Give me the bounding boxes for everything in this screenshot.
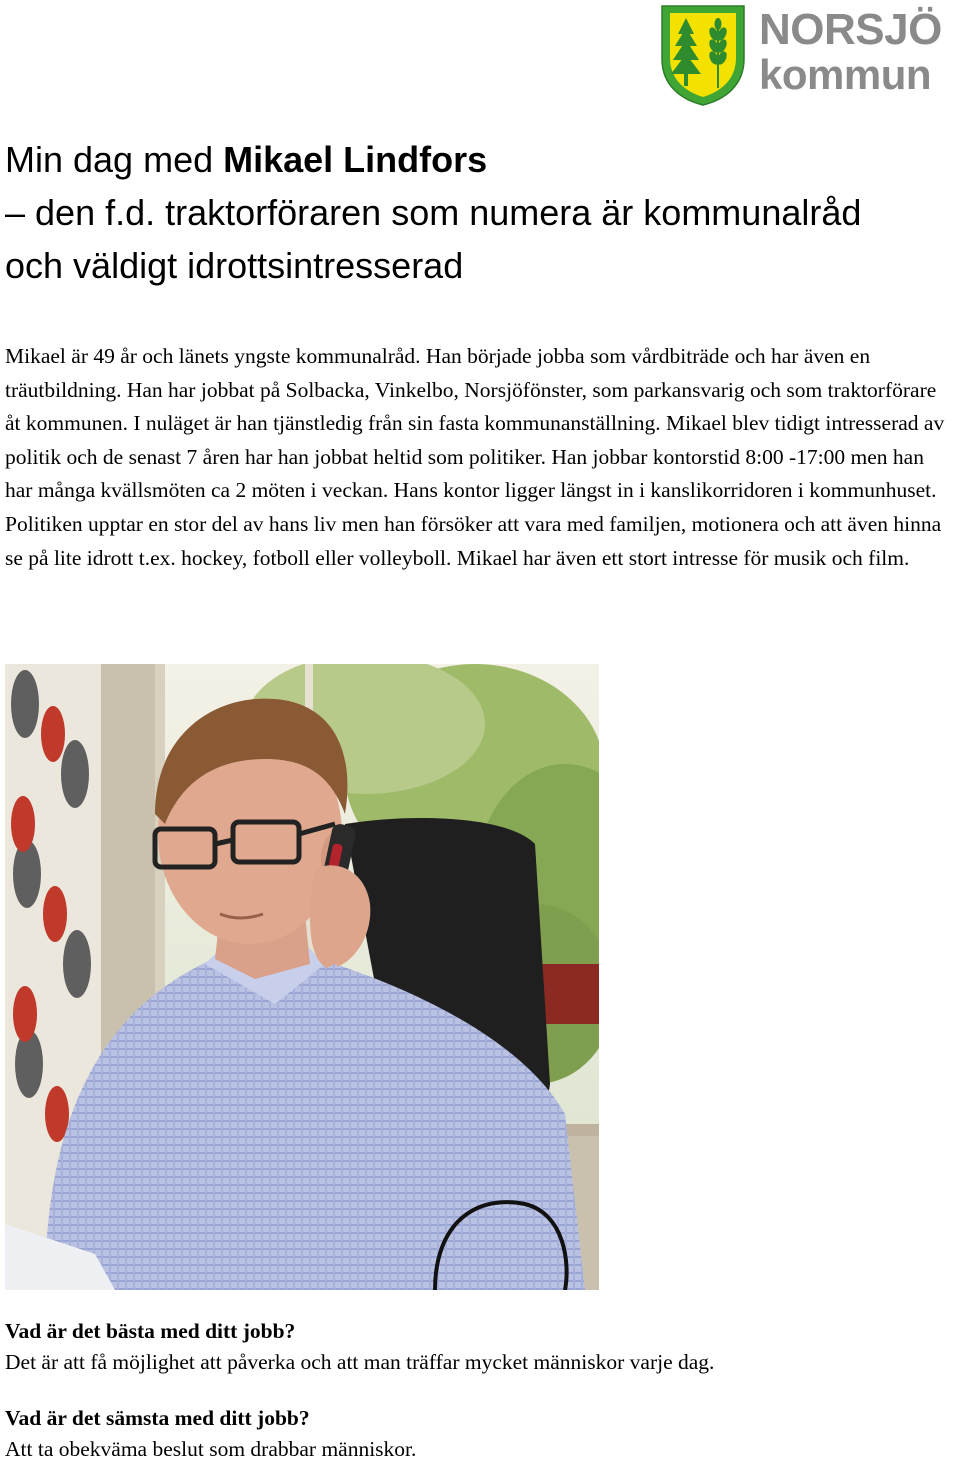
qa-question: Vad är det bästa med ditt jobb? [5,1319,296,1343]
portrait-photo [5,664,599,1290]
title-name: Mikael Lindfors [223,139,488,180]
intro-paragraph: Mikael är 49 år och länets yngste kommunalråd. Han började jobba som vårdbiträde och har även en träutbildning. Han har jobbat på Solbacka, Vinkelbo, Norsjöfönster, som parkansvarig och som traktorförare åt kommunen. I nuläget är han tjänstledig från sin fasta kommunanställning. Mikael blev tidigt intresserad av politik och de senast 7 åren har han jobbat heltid som politiker. Han jobbar kontorstid 8:00 -17:00 men han har många kvällsmöten ca 2 möten i veckan. Hans kontor ligger längst in i kanslikorridoren i kommunhuset. Politiken upptar en stor del av hans liv men han försöker att vara med familjen, motionera och att även hinna se på lite idrott t.ex. hockey, fotboll eller volleyboll. Mikael har även ett stort intresse för musik och film. [5,344,945,570]
title-line-3: och väldigt idrottsintresserad [5,245,464,286]
qa-question: Vad är det sämsta med ditt jobb? [5,1406,310,1430]
title-line-2: – den f.d. traktorföraren som numera är kommunalråd [5,192,862,233]
qa-item-best [5,1316,955,1378]
logo-word-kommun: kommun [759,51,932,98]
logo-word-norsjo: NORSJÖ [759,5,942,54]
page-title [5,133,955,292]
title-prefix: Min dag med [5,139,224,180]
qa-answer: Att ta obekväma beslut som drabbar människor. [5,1437,417,1461]
norsjo-kommun-logo [658,4,958,106]
coat-of-arms-icon [658,4,748,106]
qa-item-worst [5,1403,955,1465]
qa-answer: Det är att få möjlighet att påverka och att man träffar mycket människor varje dag. [5,1350,715,1374]
logo-wordmark [759,5,942,98]
